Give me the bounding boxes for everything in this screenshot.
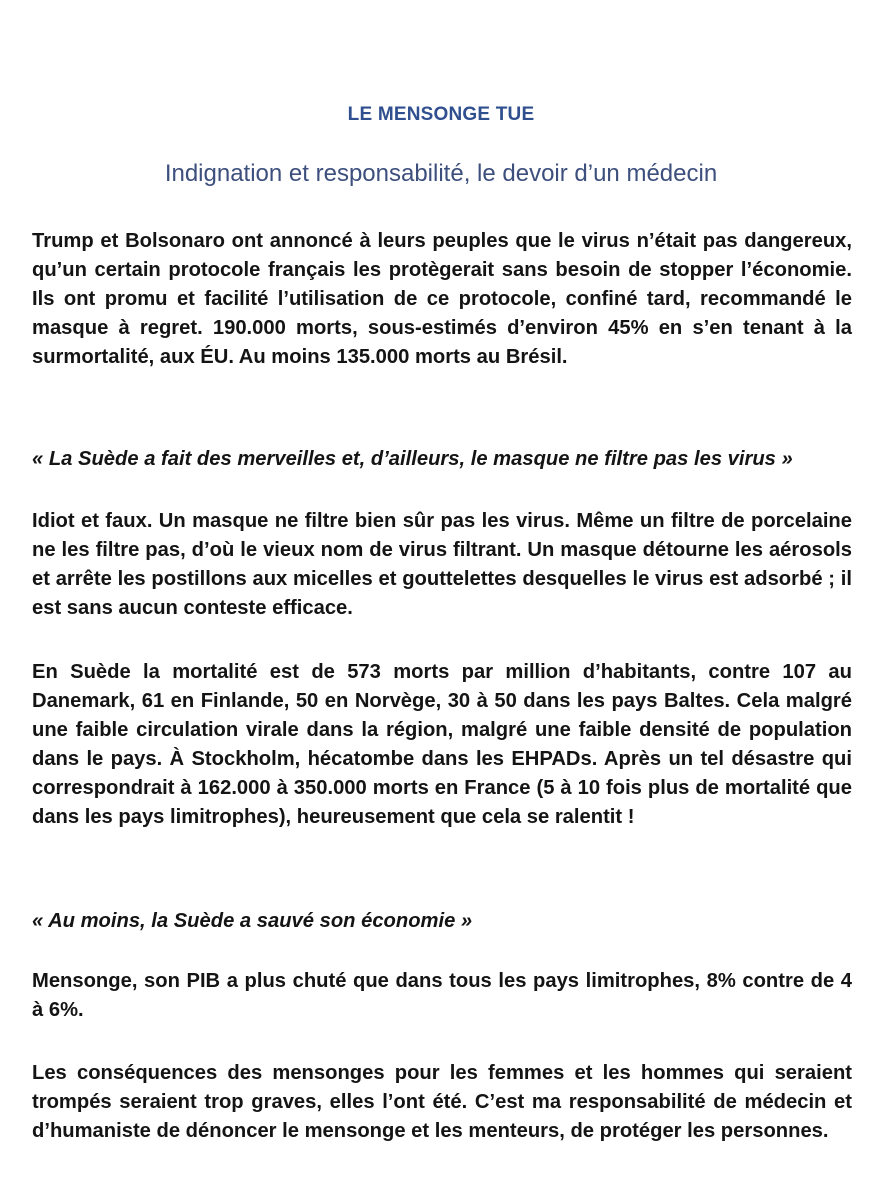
- paragraph-masque: Idiot et faux. Un masque ne filtre bien sûr pas les virus. Même un filtre de porcelaine ne les filtre pas, d’où le vieux nom de virus filtrant. Un masque détourne les aérosols et arrête les postillons aux micelles et gouttelettes desquelles le virus est adsorbé ; il est sans aucun conteste efficace.: [32, 510, 852, 619]
- paragraph-pib: Mensonge, son PIB a plus chuté que dans tous les pays limitrophes, 8% contre de 4 à 6%.: [32, 970, 852, 1021]
- quote-suede-masque: « La Suède a fait des merveilles et, d’ailleurs, le masque ne filtre pas les virus »: [32, 448, 793, 470]
- paragraph-trump-bolsonaro: Trump et Bolsonaro ont annoncé à leurs peuples que le virus n’était pas dangereux, qu’un certain protocole français les protègerait sans besoin de stopper l’économie. Ils ont promu et facilité l’utilisation de ce protocole, confiné tard, recommandé le masque à regret. 190.000 morts, sous-estimés d’environ 45% en s’en tenant à la surmortalité, aux ÉU. Au moins 135.000 morts au Brésil.: [32, 230, 852, 368]
- paragraph-suede-mortalite: En Suède la mortalité est de 573 morts par million d’habitants, contre 107 au Danemark, 61 en Finlande, 50 en Norvège, 30 à 50 dans les pays Baltes. Cela malgré une faible circulation virale dans la région, malgré une faible densité de population dans le pays. À Stockholm, hécatombe dans les EHPADs. Après un tel désastre qui correspondrait à 162.000 à 350.000 morts en France (5 à 10 fois plus de mortalité que dans les pays limitrophes), heureusement que cela se ralentit !: [32, 661, 852, 828]
- paragraph-consequences: Les conséquences des mensonges pour les femmes et les hommes qui seraient trompés seraient trop graves, elles l’ont été. C’est ma responsabilité de médecin et d’humaniste de dénoncer le mensonge et les menteurs, de protéger les personnes.: [32, 1062, 852, 1142]
- quote-suede-economie: « Au moins, la Suède a sauvé son économie »: [32, 910, 473, 932]
- document-subtitle: Indignation et responsabilité, le devoir d’un médecin: [164, 160, 718, 187]
- document-title: LE MENSONGE TUE: [347, 104, 535, 125]
